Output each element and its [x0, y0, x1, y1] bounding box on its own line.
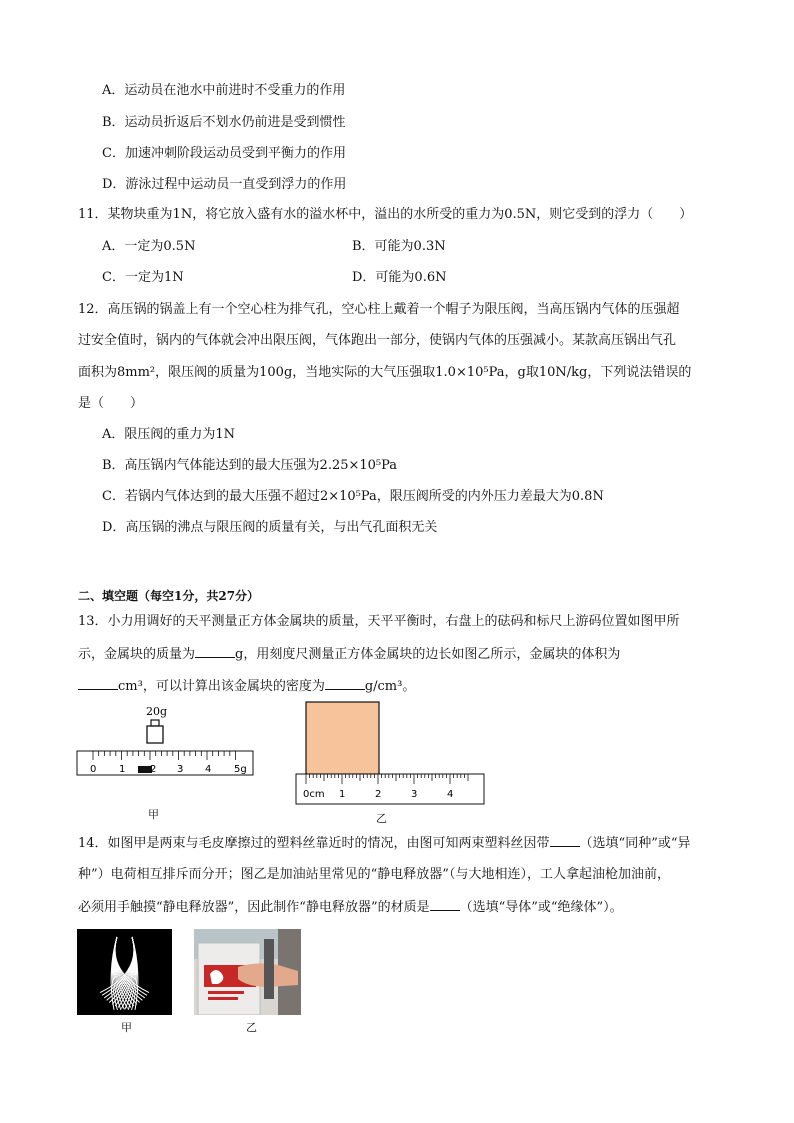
scale-tick-label-1: 1 — [119, 764, 126, 775]
q11-stem: 11．某物块重为1N，将它放入盛有水的溢水杯中，溢出的水所受的重力为0.5N，则它受到的浮力（ ） — [78, 207, 693, 222]
q12-line1: 12．高压锅的锅盖上有一个空心柱为排气孔，空心柱上戴着一个帽子为限压阀，当高压锅内气体的压强超 — [78, 302, 680, 317]
weight-label: 20g — [146, 705, 168, 718]
q13-line3 — [78, 677, 415, 696]
q14-line1-text-b: （选填“同种”或“异 — [579, 836, 691, 851]
ruler-tick-label-3: 3 — [411, 789, 418, 800]
metal-cube — [306, 702, 379, 774]
q12-line4: 是（ ） — [78, 396, 144, 411]
q13-line3-text-a: cm³，可以计算出该金属块的密度为 — [118, 679, 325, 694]
scale-tick-label-2: 2 — [150, 764, 157, 775]
charge-type-blank — [550, 834, 580, 847]
q10-option-c: C．加速冲刺阶段运动员受到平衡力的作用 — [102, 146, 346, 161]
q12-line3: 面积为8mm²，限压阀的质量为100g，当地实际的大气压强取1.0×10⁵Pa，g取10N/kg，下列说法错误的 — [78, 365, 692, 380]
ruler-tick-label-0cm: 0cm — [303, 789, 325, 800]
q11-option-b: B．可能为0.3N — [352, 239, 446, 254]
balance-scale-figure — [74, 700, 259, 780]
q13-line2-text-b: g，用刻度尺测量正方体金属块的边长如图乙所示，金属块的体积为 — [235, 647, 621, 662]
mass-answer-blank — [195, 645, 235, 658]
q13-line1: 13．小力用调好的天平测量正方体金属块的质量，天平平衡时，右盘上的砝码和标尺上游码位置如图甲所 — [78, 614, 680, 629]
q11-option-c: C．一定为1N — [102, 270, 184, 285]
volume-answer-blank — [78, 677, 118, 690]
q13-line3-text-b: g/cm³。 — [364, 679, 416, 694]
scale-bar — [77, 751, 253, 775]
photo-b-caption: 乙 — [246, 1021, 257, 1034]
q13-line2-text-a: 示，金属块的质量为 — [78, 647, 196, 662]
q10-option-b: B．运动员折返后不划水仍前进是受到惯性 — [102, 115, 346, 130]
section-heading: 二、填空题（每空1分，共27分） — [78, 589, 260, 603]
photo-a-caption: 甲 — [121, 1021, 132, 1034]
q10-option-a: A．运动员在池水中前进时不受重力的作用 — [102, 83, 346, 98]
weight-icon — [147, 720, 163, 743]
scale-tick-label-4: 4 — [205, 764, 212, 775]
scale-tick-label-0: 0 — [90, 764, 97, 775]
q11-option-d: D．可能为0.6N — [352, 270, 447, 285]
scale-tick-label-3: 3 — [177, 764, 184, 775]
q14-line3-text-b: （选填“导体”或“绝缘体”）。 — [459, 900, 623, 915]
q10-option-d: D．游泳过程中运动员一直受到浮力的作用 — [102, 177, 347, 192]
figure-b-caption: 乙 — [376, 812, 387, 825]
ruler-tick-label-1: 1 — [339, 789, 346, 800]
q12-line2: 过安全值时，锅内的气体就会冲出限压阀，气体跑出一部分，使锅内气体的压强减小。某款高压锅出气孔 — [78, 333, 677, 348]
plastic-strands-photo — [77, 929, 172, 1015]
ruler-tick-label-2: 2 — [375, 789, 382, 800]
ruler-tick-label-4: 4 — [447, 789, 454, 800]
q14-line3-text-a: 必须用手触摸“静电释放器”，因此制作“静电释放器”的材质是 — [78, 900, 430, 915]
q14-line3 — [78, 898, 623, 917]
q13-line2 — [78, 645, 620, 664]
q14-line1 — [78, 834, 691, 853]
q14-line1-text-a: 14．如图甲是两束与毛皮摩擦过的塑料丝靠近时的情况，由图可知两束塑料丝因带 — [78, 836, 550, 851]
q12-option-a: A．限压阀的重力为1N — [102, 427, 236, 442]
q12-option-d: D．高压锅的沸点与限压阀的质量有关，与出气孔面积无关 — [102, 520, 438, 535]
q11-option-a: A．一定为0.5N — [102, 239, 196, 254]
material-blank — [430, 898, 460, 911]
density-answer-blank — [325, 677, 365, 690]
static-discharger-photo — [194, 929, 301, 1015]
q12-option-c: C．若锅内气体达到的最大压强不超过2×10⁵Pa，限压阀所受的内外压力差最大为0.8N — [102, 489, 604, 504]
scale-tick-label-5g: 5g — [234, 764, 247, 775]
q14-line2: 种”）电荷相互排斥而分开；图乙是加油站里常见的“静电释放器”（与大地相连），工人拿起油枪加油前， — [78, 867, 670, 882]
figure-a-caption: 甲 — [148, 808, 159, 821]
ruler-cube-figure — [294, 700, 488, 806]
q12-option-b: B．高压锅内气体能达到的最大压强为2.25×10⁵Pa — [102, 458, 398, 473]
